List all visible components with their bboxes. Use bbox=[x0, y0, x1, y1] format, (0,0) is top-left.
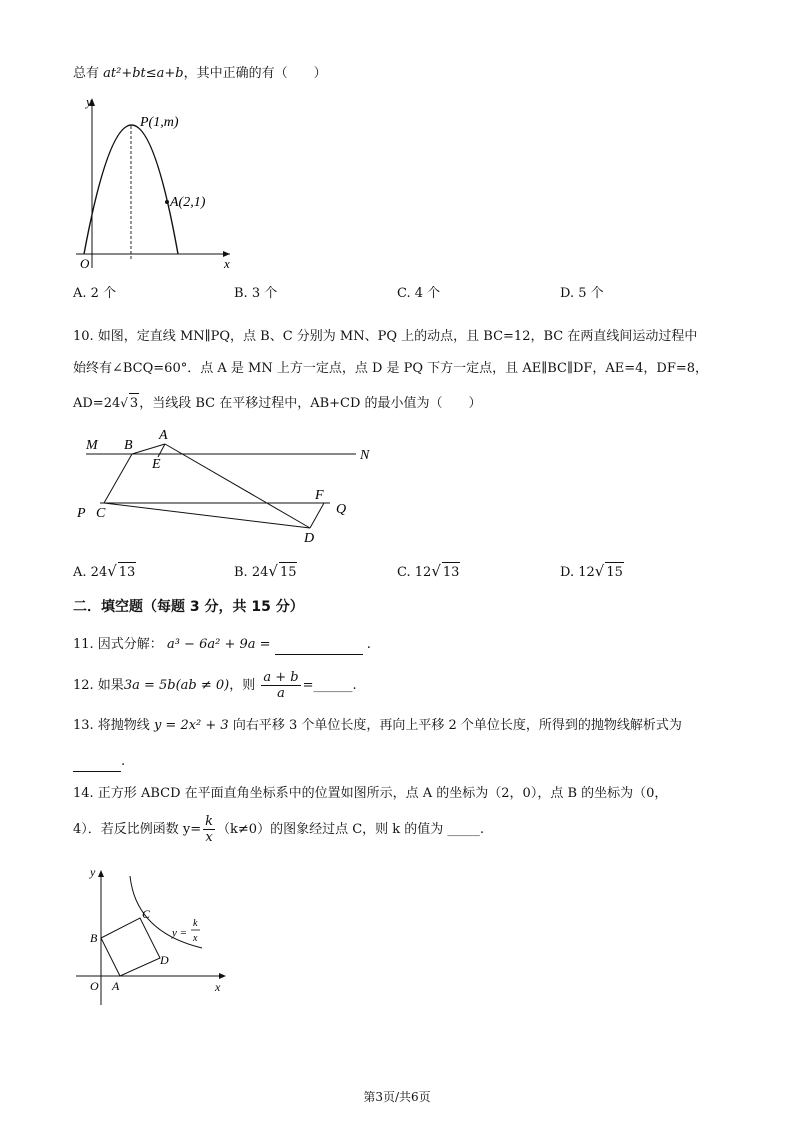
option-text: 2 个 bbox=[90, 286, 117, 301]
q14-denominator: x bbox=[205, 830, 213, 845]
q11-prefix: 11. 因式分解： bbox=[73, 637, 163, 652]
q10-line-3-suffix: ，当线段 BC 在平移过程中，AB+CD 的最小值为（ ） bbox=[139, 396, 482, 411]
q9-x-label: x bbox=[224, 256, 230, 271]
q13-suffix: 向右平移 3 个单位长度，再向上平移 2 个单位长度，所得到的抛物线解析式为 bbox=[232, 718, 682, 733]
q13-line-2-suffix: . bbox=[121, 754, 126, 769]
q9-point-a-label: A(2,1) bbox=[170, 195, 206, 210]
q9-option-d[interactable] bbox=[560, 284, 604, 304]
q10-option-c[interactable]: C. 12√ 13 bbox=[397, 561, 460, 583]
q14-fraction bbox=[203, 814, 215, 845]
q10-label-q: Q bbox=[336, 502, 347, 517]
q12-fraction bbox=[261, 670, 300, 701]
q9-parabola bbox=[84, 125, 178, 254]
q9-option-b[interactable] bbox=[234, 284, 277, 304]
option-text: 3 个 bbox=[251, 286, 278, 301]
q12-denominator: a bbox=[277, 686, 285, 701]
q9-tail-expression: at²+bt≤a+b bbox=[103, 66, 184, 81]
q11-line bbox=[73, 635, 371, 655]
option-letter: A. bbox=[73, 565, 87, 580]
q10-label-n: N bbox=[360, 448, 370, 463]
q9-point-a bbox=[165, 200, 169, 204]
q12-mid: ，则 bbox=[229, 678, 256, 693]
q10-line-1: 10. 如图，定直线 MN∥PQ，点 B、C 分别为 MN、PQ 上的动点，且 BC=12，BC 在两直线间运动过程中 bbox=[73, 329, 698, 344]
q9-tail-suffix: ，其中正确的有（ ） bbox=[183, 66, 327, 81]
q10-line-3: AD=24√ 3，当线段 BC 在平移过程中，AB+CD 的最小值为（ ） bbox=[73, 393, 482, 414]
option-letter: A. bbox=[73, 286, 87, 301]
q10-segment-ad bbox=[165, 444, 310, 528]
q9-y-label: y bbox=[86, 94, 92, 109]
q14-suffix: （k≠0）的图象经过点 C，则 k 的值为 _____. bbox=[217, 822, 485, 837]
option-radicand: 15 bbox=[605, 562, 624, 583]
option-text: 4 个 bbox=[414, 286, 441, 301]
q10-label-f: F bbox=[315, 488, 324, 503]
option-letter: B. bbox=[234, 286, 248, 301]
q10-option-a[interactable]: A. 24√ 13 bbox=[73, 561, 136, 583]
option-radicand: 13 bbox=[118, 562, 137, 583]
option-coef: 12 bbox=[578, 565, 595, 580]
q9-parabola-graph bbox=[72, 92, 242, 277]
q11-expression: a³ − 6a² + 9a = bbox=[166, 637, 271, 652]
page-footer: 第3页/共6页 bbox=[363, 1090, 431, 1104]
q14-label-a: A bbox=[112, 979, 120, 993]
option-letter: D. bbox=[560, 286, 575, 301]
q10-option-d[interactable]: D. 12√ 15 bbox=[560, 561, 624, 583]
q9-vertex-label: P(1,m) bbox=[140, 115, 179, 130]
q14-x-arrow-icon bbox=[219, 973, 226, 979]
section-2-heading: 二．填空题（每题 3 分，共 15 分） bbox=[73, 599, 304, 615]
q13-line-1 bbox=[73, 716, 682, 736]
q10-segment-cd bbox=[104, 503, 310, 528]
q10-label-e: E bbox=[152, 457, 161, 472]
q9-origin-label: O bbox=[80, 256, 90, 271]
q13-prefix: 13. 将抛物线 bbox=[73, 718, 150, 733]
q9-option-a[interactable] bbox=[73, 284, 116, 304]
q14-line-1: 14. 正方形 ABCD 在平面直角坐标系中的位置如图所示，点 A 的坐标为（2，0），点 B 的坐标为（0， bbox=[73, 786, 668, 801]
q14-hyperbola bbox=[130, 876, 202, 948]
q11-suffix: . bbox=[366, 637, 371, 652]
q14-curve-label-k: k bbox=[193, 918, 198, 929]
q12-line bbox=[73, 668, 357, 704]
q9-option-c[interactable] bbox=[397, 284, 440, 304]
q10-ad-value: AD=24 bbox=[73, 396, 121, 411]
q13-expression: y = 2x² + 3 bbox=[153, 718, 229, 733]
q12-prefix: 12. 如果 bbox=[73, 678, 124, 693]
q10-label-p: P bbox=[77, 506, 86, 521]
q14-curve-label-y: y = bbox=[172, 927, 188, 939]
q14-origin-label: O bbox=[90, 979, 99, 993]
q12-numerator: a + b bbox=[263, 670, 299, 685]
option-radicand: 13 bbox=[442, 562, 461, 583]
q12-suffix: =______. bbox=[302, 678, 357, 693]
q14-curve-label-x: x bbox=[193, 933, 198, 944]
q14-y-arrow-icon bbox=[98, 870, 104, 877]
option-coef: 24 bbox=[90, 565, 108, 580]
q10-label-m: M bbox=[86, 438, 98, 453]
q14-x-label: x bbox=[215, 980, 221, 994]
q14-prefix: 4）．若反比例函数 y= bbox=[73, 822, 202, 837]
q14-line-2 bbox=[73, 812, 484, 848]
q10-option-b[interactable]: B. 24√ 15 bbox=[234, 561, 297, 583]
q10-label-b: B bbox=[124, 438, 133, 453]
q10-geometry-figure bbox=[72, 425, 382, 550]
option-radicand: 15 bbox=[279, 562, 298, 583]
q10-segment-df bbox=[310, 503, 324, 528]
option-coef: 12 bbox=[414, 565, 432, 580]
q13-line-2 bbox=[73, 752, 125, 772]
option-coef: 24 bbox=[251, 565, 269, 580]
q11-answer-blank[interactable] bbox=[275, 640, 363, 655]
q10-segment-bc bbox=[104, 454, 132, 503]
q14-numerator: k bbox=[205, 814, 214, 829]
q10-label-d: D bbox=[304, 531, 315, 546]
option-letter: B. bbox=[234, 565, 248, 580]
q10-line-2: 始终有∠BCQ=60°．点 A 是 MN 上方一定点，点 D 是 PQ 下方一定点，且 AE∥BC∥DF，AE=4，DF=8， bbox=[73, 361, 709, 376]
q12-condition: 3a = 5b(ab ≠ 0) bbox=[123, 678, 230, 693]
q9-tail-line bbox=[73, 64, 327, 84]
q14-label-c: C bbox=[142, 907, 151, 921]
q14-square-abcd bbox=[101, 918, 160, 976]
q10-ad-radicand: 3 bbox=[129, 393, 139, 414]
option-letter: D. bbox=[560, 565, 575, 580]
q14-label-d: D bbox=[160, 953, 169, 967]
q10-label-a: A bbox=[159, 428, 168, 443]
option-text: 5 个 bbox=[578, 286, 604, 301]
q10-label-c: C bbox=[96, 506, 106, 521]
option-letter: C. bbox=[397, 286, 411, 301]
q14-square-figure bbox=[72, 860, 232, 1010]
q9-tail-prefix: 总有 bbox=[73, 66, 104, 81]
q14-label-b: B bbox=[90, 931, 98, 945]
q14-y-label: y bbox=[90, 865, 96, 879]
q13-answer-blank[interactable] bbox=[73, 757, 121, 772]
option-letter: C. bbox=[397, 565, 411, 580]
